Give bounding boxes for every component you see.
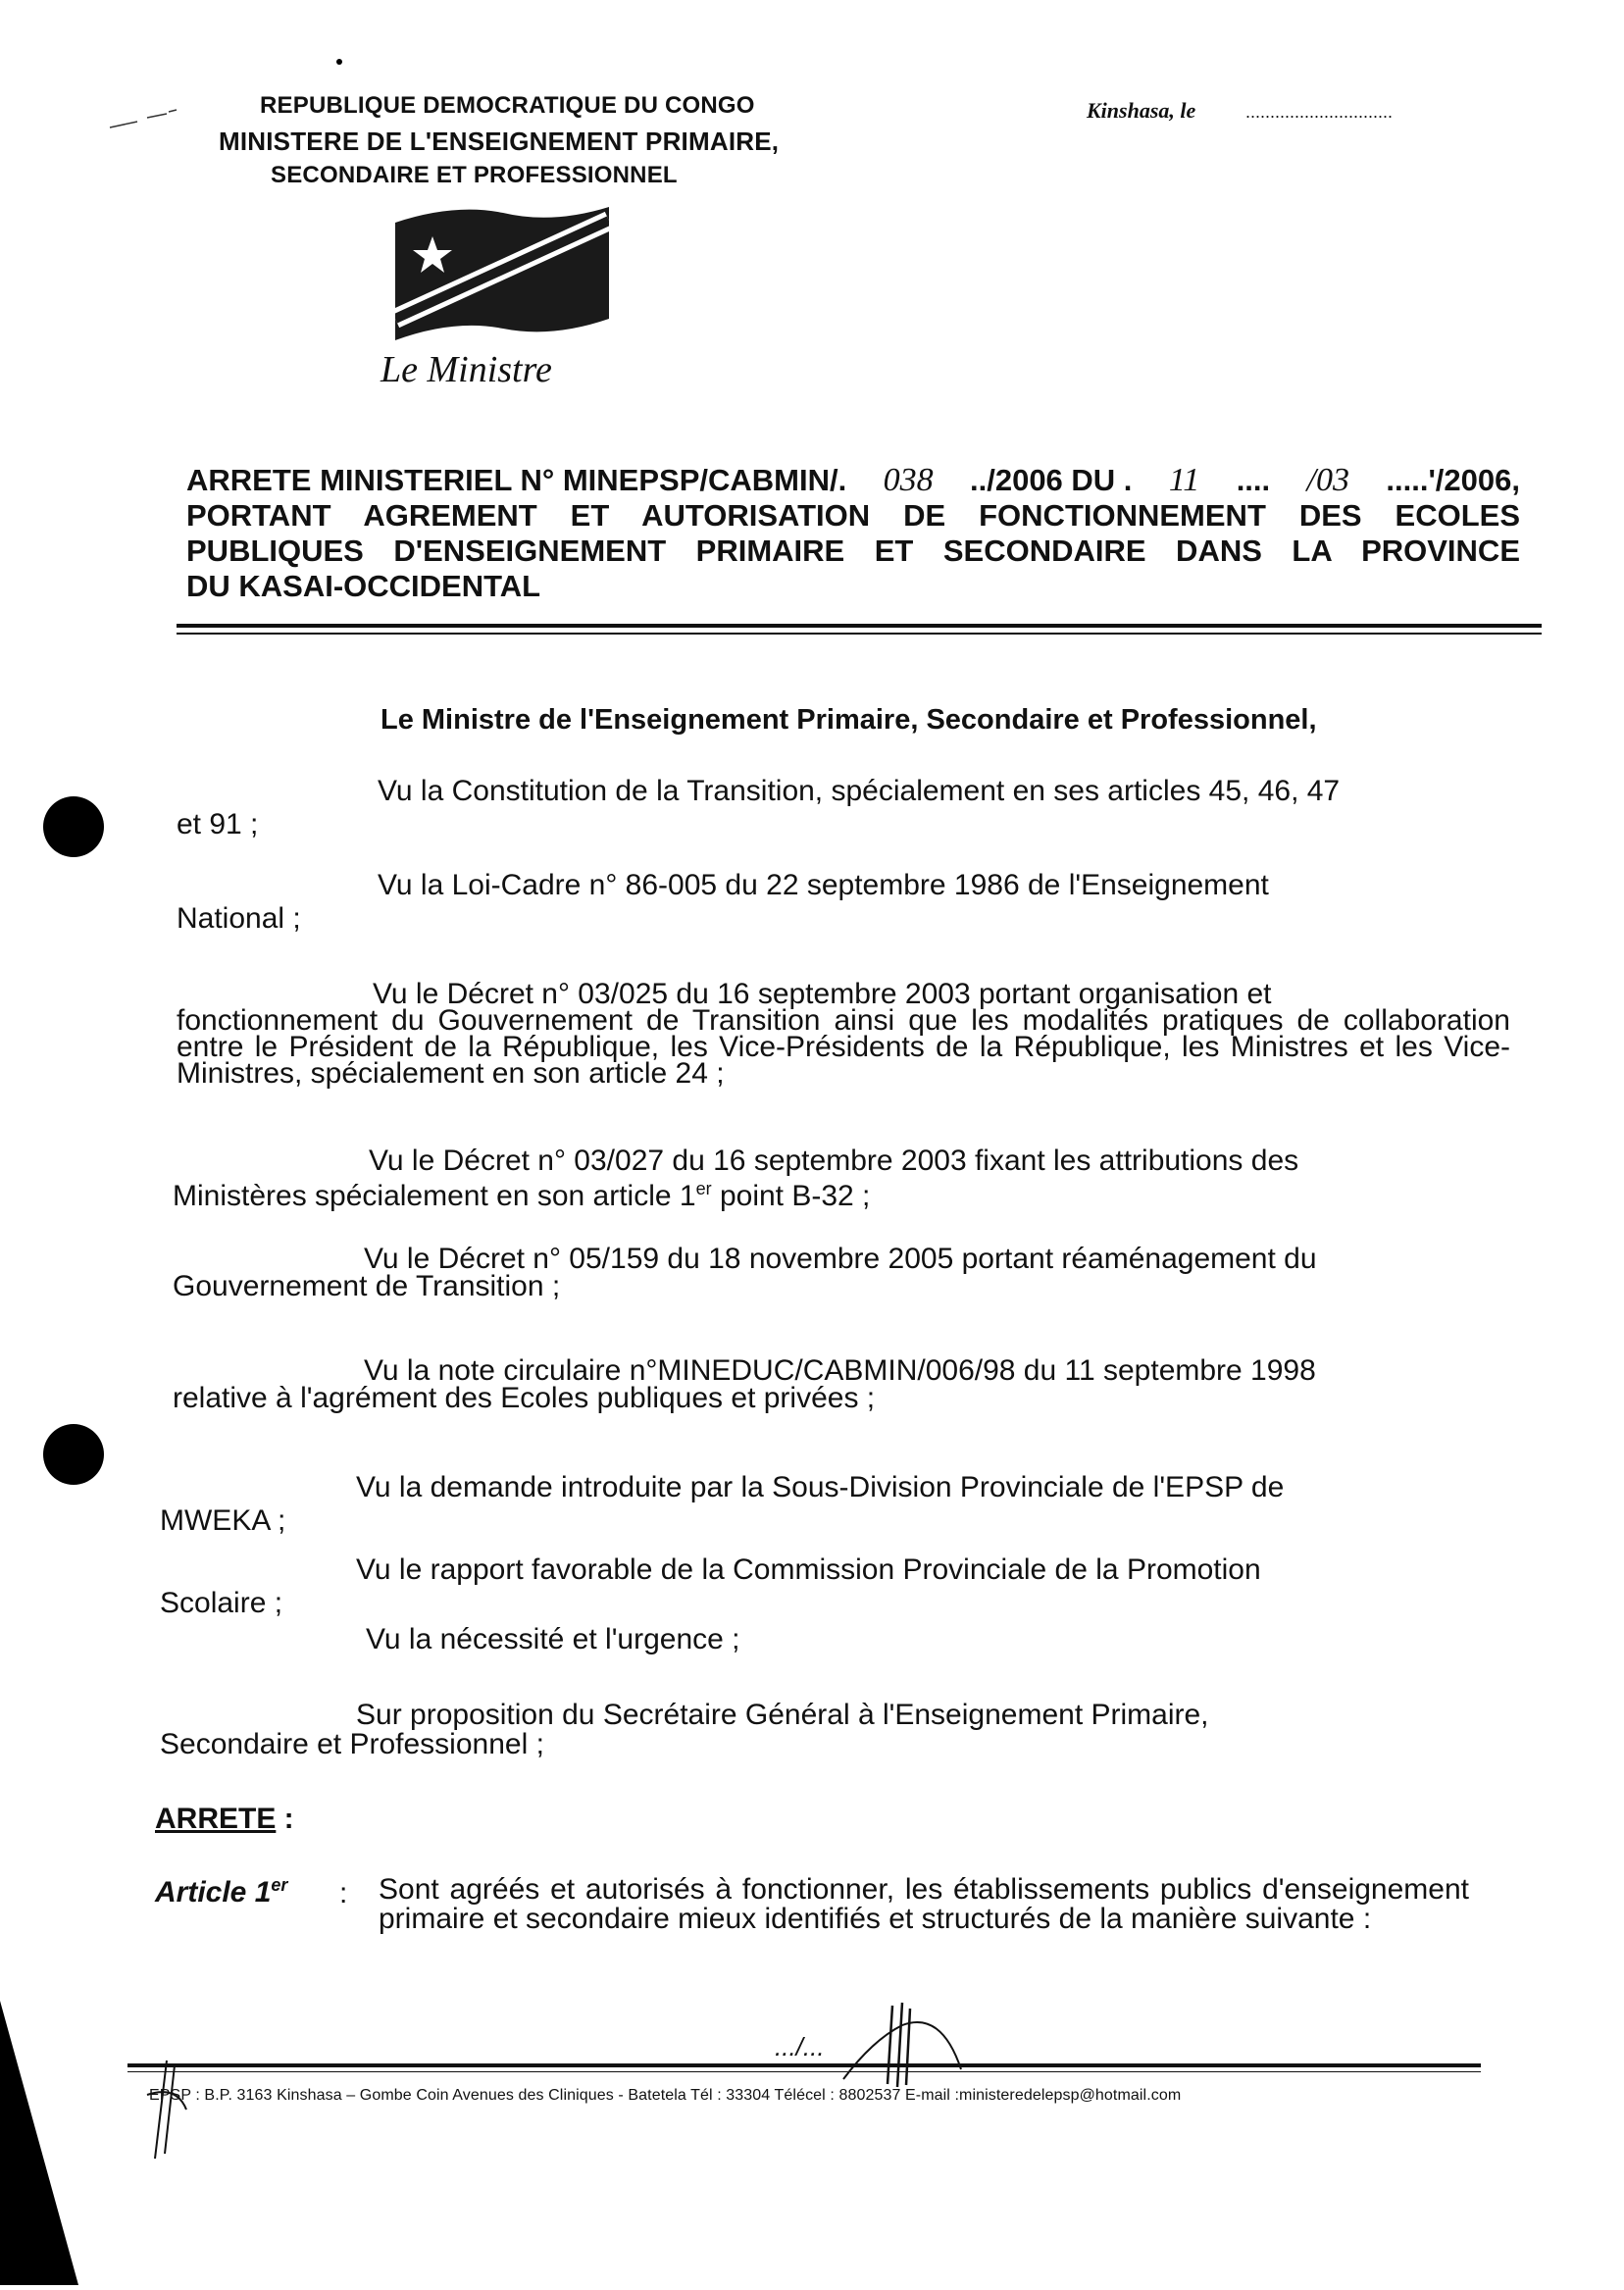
- visa-rapport-line1: Vu le rapport favorable de la Commission Provinciale de la Promotion: [356, 1553, 1261, 1586]
- visa-rapport: [160, 1553, 1484, 1620]
- punch-hole: [43, 1424, 104, 1485]
- ministry-line1: MINISTERE DE L'ENSEIGNEMENT PRIMAIRE,: [219, 127, 780, 156]
- title-rule-thick: [177, 624, 1542, 628]
- footer-rule-thin: [127, 2071, 1481, 2072]
- visa-note-circulaire-line1: Vu la note circulaire n°MINEDUC/CABMIN/006/98 du 11 septembre 1998: [364, 1354, 1316, 1387]
- visa-decret-027-line2: Ministères spécialement en son article 1er point B-32 ;: [173, 1179, 871, 1212]
- flag-emblem-icon: [395, 203, 609, 342]
- visa-note-circulaire: [173, 1354, 1506, 1414]
- footer-stamp-scrawl: [137, 2056, 196, 2163]
- visa-loi-cadre: [177, 869, 1520, 936]
- minister-intro: Le Ministre de l'Enseignement Primaire, Secondaire et Professionnel,: [381, 704, 1317, 736]
- visa-loi-cadre-line1: Vu la Loi-Cadre n° 86-005 du 22 septembre 1986 de l'Enseignement: [378, 869, 1269, 901]
- title-line3: PUBLIQUES D'ENSEIGNEMENT PRIMAIRE ET SECONDAIRE DANS LA PROVINCE: [186, 534, 1520, 568]
- decree-number-prefix: ARRETE MINISTERIEL N° MINEPSP/CABMIN/.: [186, 463, 847, 497]
- visa-decret-025-line1: Vu le Décret n° 03/025 du 16 septembre 2003 portant organisation et: [373, 978, 1272, 1010]
- country-name: REPUBLIQUE DEMOCRATIQUE DU CONGO: [260, 92, 755, 119]
- signature-scrawl: [834, 2001, 981, 2089]
- visa-decret-159: [173, 1243, 1506, 1302]
- title-line2: PORTANT AGREMENT ET AUTORISATION DE FONCTIONNEMENT DES ECOLES: [186, 498, 1520, 533]
- visa-proposition-line1: Sur proposition du Secrétaire Général à l'Enseignement Primaire,: [356, 1699, 1209, 1731]
- visa-constitution: [177, 775, 1520, 841]
- visa-note-circulaire-line2: relative à l'agrément des Ecoles publiques et privées ;: [173, 1382, 876, 1414]
- article-1-label: Article 1er: [155, 1875, 288, 1908]
- visa-proposition-line2: Secondaire et Professionnel ;: [160, 1728, 544, 1760]
- decree-date-suffix: .....'/2006,: [1386, 463, 1520, 497]
- visa-decret-159-line2: Gouvernement de Transition ;: [173, 1270, 561, 1302]
- punch-hole: [43, 796, 104, 857]
- decree-month-handwritten: /03: [1306, 462, 1349, 498]
- ministry-line2: SECONDAIRE ET PROFESSIONNEL: [271, 162, 678, 188]
- visa-demande-line2: MWEKA ;: [160, 1504, 286, 1537]
- footer-rule: [127, 2063, 1481, 2067]
- date-blank: ..............................: [1245, 102, 1394, 122]
- visa-demande: [160, 1471, 1503, 1538]
- article-1-colon: :: [339, 1877, 348, 1909]
- decree-number-handwritten: 038: [883, 462, 934, 498]
- decree-title: [186, 463, 1520, 604]
- visa-proposition: [160, 1701, 1484, 1759]
- minister-label: Le Ministre: [381, 349, 552, 390]
- visa-decret-025-rest: fonctionnement du Gouvernement de Transition ainsi que les modalités pratiques de collaboration entre le Président de la République, les Vice-Présidents de la République, les Ministres et les Vice-Ministres, spécialement en son article 24 ;: [177, 1004, 1510, 1090]
- visa-constitution-line2: et 91 ;: [177, 808, 259, 840]
- footer-address: EPSP : B.P. 3163 Kinshasa – Gombe Coin Avenues des Cliniques - Batetela Tél : 33304 Télécel : 8802537 E-mail :ministeredelepsp@hotmail.com: [149, 2087, 1182, 2104]
- arrete-heading: ARRETE :: [155, 1803, 294, 1835]
- visa-decret-025: [177, 978, 1510, 1090]
- visa-loi-cadre-line2: National ;: [177, 902, 301, 935]
- continuation-mark: .../...: [775, 2032, 825, 2061]
- scan-edge-shadow: [0, 2001, 88, 2285]
- title-rule-thin: [177, 633, 1542, 635]
- visa-demande-line1: Vu la demande introduite par la Sous-Division Provinciale de l'EPSP de: [356, 1471, 1285, 1503]
- scan-dot: [336, 59, 342, 65]
- visa-decret-027: [173, 1147, 1506, 1210]
- decree-number-mid: ../2006 DU .: [970, 463, 1133, 497]
- visa-necessite: Vu la nécessité et l'urgence ;: [366, 1623, 740, 1655]
- scan-mark: [108, 108, 186, 137]
- place-label: Kinshasa, le: [1087, 98, 1196, 123]
- decree-date-separator: ....: [1236, 463, 1271, 497]
- decree-day-handwritten: 11: [1168, 462, 1200, 498]
- article-1-text: Sont agréés et autorisés à fonctionner, les établissements publics d'enseignement primaire et secondaire mieux identifiés et structurés de la manière suivante :: [379, 1873, 1469, 1935]
- visa-constitution-line1: Vu la Constitution de la Transition, spécialement en ses articles 45, 46, 47: [378, 775, 1341, 807]
- visa-decret-027-line1: Vu le Décret n° 03/027 du 16 septembre 2003 fixant les attributions des: [369, 1145, 1299, 1177]
- title-line4: DU KASAI-OCCIDENTAL: [186, 569, 541, 603]
- visa-decret-159-line1: Vu le Décret n° 05/159 du 18 novembre 2005 portant réaménagement du: [364, 1243, 1317, 1275]
- visa-rapport-line2: Scolaire ;: [160, 1587, 283, 1619]
